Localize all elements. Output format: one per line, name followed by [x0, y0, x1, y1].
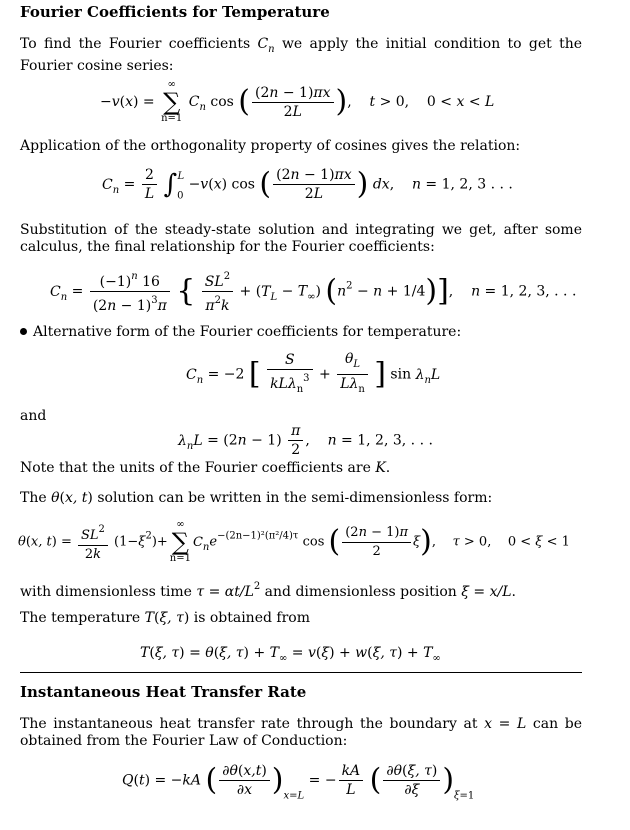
heat-transfer-paragraph: The instantaneous heat transfer rate through the boundary at x = L can be obtained from the Fourier Law of Conduction: [20, 716, 582, 749]
orthogonality-paragraph: Application of the orthogonality property of cosines gives the relation: [20, 138, 521, 154]
alt-form-text: Alternative form of the Fourier coefficients for temperature: [33, 324, 462, 340]
equation-lambda: $\lambda_nL = (2n - 1)$ $\frac{\pi}{2}$ , n = 1, 2, 3, . . . [178, 423, 433, 458]
equation-cn-integral: $C_n$ = $\frac{2}{L}$ $\int_0^L -v(x)$ cos ( $\frac{(2n - 1)\pi x}{2L}$ ) dx, n = 1, 2, 3 . . . [102, 166, 513, 202]
temperature-paragraph: The temperature T(ξ, τ) is obtained from [20, 610, 310, 626]
alt-form-line [20, 324, 582, 341]
section-divider [20, 672, 582, 673]
and-text: and [20, 408, 47, 424]
units-paragraph: Note that the units of the Fourier coefficients are K. [20, 460, 391, 476]
equation-heat-rate: Q(t) = −kA ( $\frac{\partial\theta(x,t)}{\partial x}$ )$_{x=L}$ = − $\frac{kA}{L}$ ( $\frac{\partial\theta(\xi, \tau)}{\partial\xi}$ )$_{\xi=1}$ [122, 762, 475, 802]
equation-cn-alt: $C_n = -2$ [ $\frac{S}{kL\lambda_n^3}$ + $\frac{\theta_L}{L\lambda_n}$ ] $\sin \lambda_nL$ [186, 351, 441, 395]
equation-theta: θ(x, t) = $\frac{SL^2}{2k}$ $(1-\xi^2)+$ ∞ ∑ n=1 $C_ne^{-(2n-1)^2(\pi^2/4)\tau}$ cos ( $\frac{(2n - 1)\pi}{2}$ ξ), τ > 0, 0 < ξ < 1 [18, 519, 570, 564]
equation-cosine-series: −v(x) = ∞ ∑ n=1 $C_n$ cos ( $\frac{(2n - 1)\pi x}{2L}$ ), t > 0, 0 < x < L [100, 79, 495, 124]
intro-paragraph: To find the Fourier coefficients $C_n$ we apply the initial condition to get the Fourier cosine series: [20, 36, 583, 74]
dimensionless-paragraph: with dimensionless time $\tau = \alpha t/L^2$ and dimensionless position ξ = x/L. [20, 581, 516, 600]
substitution-paragraph: Substitution of the steady-state solution and integrating we get, after some calculus, the final relationship for the Fourier coefficients: [20, 222, 582, 255]
section-title-fourier: Fourier Coefficients for Temperature [20, 3, 330, 21]
equation-cn-final: $C_n$ = $\frac{(-1)^n 16}{(2n - 1)^3\pi}$ { $\frac{SL^2}{\pi^2k}$ + $(T_L - T_\infty) (n^2 - n + 1/4)$], n = 1, 2, 3, . . . [50, 268, 576, 315]
theta-paragraph: The θ(x, t) solution can be written in the semi-dimensionless form: [20, 490, 493, 506]
bullet-icon [20, 328, 27, 335]
equation-temperature: T(ξ, τ) = θ(ξ, $\tau) + T_\infty = v(\xi) + w(\xi$, $\tau) + T_\infty$ [140, 645, 441, 664]
section-title-heat-transfer: Instantaneous Heat Transfer Rate [20, 683, 307, 701]
